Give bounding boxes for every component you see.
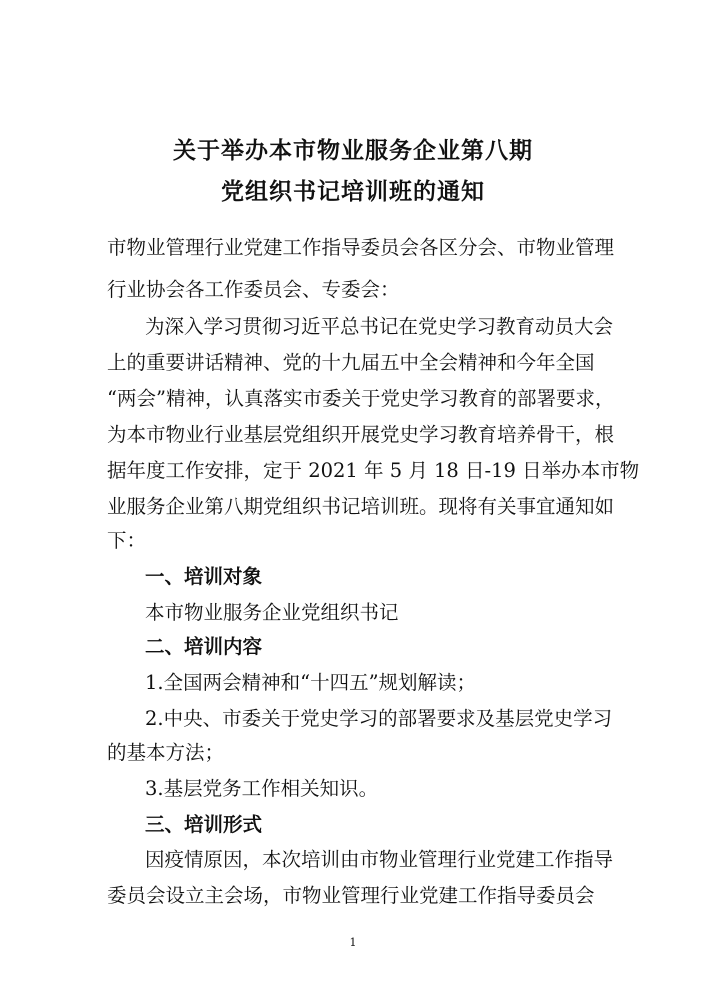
section-1-text: 本市物业服务企业党组织书记 (145, 601, 399, 624)
section-2-item-2-line-2: 的基本方法； (107, 741, 225, 764)
intro-line-1: 为深入学习贯彻习近平总书记在党史学习教育动员大会 (145, 315, 614, 338)
section-2-item-2-line-1: 2.中央、市委关于党史学习的部署要求及基层党史学习 (145, 707, 613, 730)
intro-line-7: 下： (107, 529, 147, 552)
section-3-line-2: 委员会设立主会场，市物业管理行业党建工作指导委员会 (107, 884, 595, 907)
section-2-item-1: 1.全国两会精神和“十四五”规划解读； (145, 671, 477, 694)
section-3-line-1: 因疫情原因，本次培训由市物业管理行业党建工作指导 (145, 848, 614, 871)
intro-line-3: “两会”精神，认真落实市委关于党史学习教育的部署要求， (107, 387, 615, 410)
section-3-heading: 三、培训形式 (145, 813, 263, 836)
document-title-line-1: 关于举办本市物业服务企业第八期 (173, 138, 533, 164)
intro-line-5: 据年度工作安排，定于 2021 年 5 月 18 日-19 日举办本市物 (107, 459, 640, 482)
section-2-item-3: 3.基层党务工作相关知识。 (145, 777, 379, 800)
intro-line-2: 上的重要讲话精神、党的十九届五中全会精神和今年全国 (107, 351, 595, 374)
section-1-heading: 一、培训对象 (145, 565, 263, 588)
page-number: 1 (349, 936, 357, 949)
section-2-heading: 二、培训内容 (145, 635, 263, 658)
intro-line-4: 为本市物业行业基层党组织开展党史学习教育培养骨干，根 (107, 423, 615, 446)
recipients-line-1: 市物业管理行业党建工作指导委员会各区分会、市物业管理 (107, 236, 615, 259)
recipients-line-2: 行业协会各工作委员会、专委会： (107, 278, 400, 301)
document-title-line-2: 党组织书记培训班的通知 (221, 179, 485, 205)
intro-line-6: 业服务企业第八期党组织书记培训班。现将有关事宜通知如 (107, 495, 615, 518)
